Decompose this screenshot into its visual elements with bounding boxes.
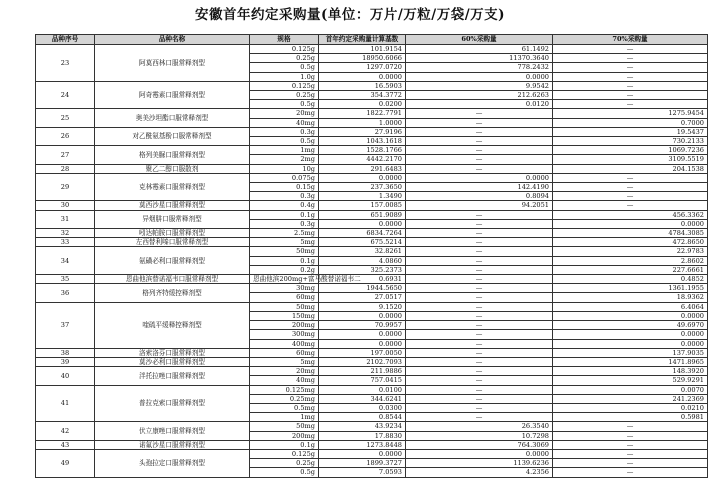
cell-spec: 50mg: [250, 422, 319, 431]
cell-p70: 204.1538: [553, 164, 708, 173]
table-row: [36, 367, 708, 376]
cell-p70: 1361.1955: [553, 284, 708, 293]
cell-p60: —: [406, 238, 553, 247]
cell-spec: 200mg: [250, 431, 319, 440]
cell-spec: 60mg: [250, 348, 319, 357]
cell-p60: —: [406, 367, 553, 376]
cell-base: 197.0050: [319, 348, 406, 357]
cell-p70: —: [553, 449, 708, 458]
cell-p70: 1069.7236: [553, 146, 708, 155]
item-number: 28: [36, 164, 95, 173]
item-number: 29: [36, 173, 95, 201]
table-body: [36, 45, 708, 478]
table-row: [36, 127, 708, 136]
cell-p70: 0.0000: [553, 219, 708, 228]
cell-spec: 0.4g: [250, 201, 319, 210]
cell-p60: 61.1492: [406, 45, 553, 54]
table-row: [36, 164, 708, 173]
cell-p70: 148.3920: [553, 367, 708, 376]
drug-name: 格列齐特缓控释剂型: [95, 284, 250, 302]
cell-p70: —: [553, 192, 708, 201]
cell-p60: —: [406, 229, 553, 238]
cell-p70: 0.0000: [553, 311, 708, 320]
cell-base: 70.9957: [319, 321, 406, 330]
cell-p60: 778.2432: [406, 63, 553, 72]
cell-spec: 30mg: [250, 284, 319, 293]
cell-p60: 11370.3640: [406, 54, 553, 63]
cell-p70: 49.6970: [553, 321, 708, 330]
table-row: [36, 357, 708, 366]
cell-spec: 1mg: [250, 413, 319, 422]
cell-base: 0.0000: [319, 72, 406, 81]
table-row: [36, 238, 708, 247]
drug-name: 莫西沙星口服常释剂型: [95, 201, 250, 210]
cell-p70: —: [553, 100, 708, 109]
cell-spec: 0.1g: [250, 210, 319, 219]
cell-p60: 0.0120: [406, 100, 553, 109]
table-row: [36, 210, 708, 219]
cell-p60: —: [406, 385, 553, 394]
cell-p70: —: [553, 91, 708, 100]
item-number: 37: [36, 302, 95, 348]
cell-p60: —: [406, 155, 553, 164]
cell-p70: 241.2369: [553, 394, 708, 403]
cell-base: 27.0517: [319, 293, 406, 302]
cell-p70: —: [553, 422, 708, 431]
cell-p60: 212.6263: [406, 91, 553, 100]
cell-p70: —: [553, 183, 708, 192]
cell-base: 101.9154: [319, 45, 406, 54]
cell-p60: —: [406, 164, 553, 173]
cell-p60: —: [406, 284, 553, 293]
cell-p70: —: [553, 201, 708, 210]
cell-spec: 0.3g: [250, 219, 319, 228]
cell-spec: 300mg: [250, 330, 319, 339]
item-number: 26: [36, 127, 95, 145]
drug-name: 伏立康唑口服常释剂型: [95, 422, 250, 440]
cell-base: 757.0415: [319, 376, 406, 385]
cell-p60: —: [406, 321, 553, 330]
cell-base: 16.5903: [319, 81, 406, 90]
cell-base: 1899.3727: [319, 459, 406, 468]
drug-name: 阿奇霉素口服常释剂型: [95, 81, 250, 109]
cell-p60: —: [406, 109, 553, 118]
cell-p70: —: [553, 81, 708, 90]
cell-base: 0.0000: [319, 311, 406, 320]
table-row: [36, 109, 708, 118]
item-number: 41: [36, 385, 95, 422]
cell-base: 0.0000: [319, 330, 406, 339]
header-spec: 规格: [250, 35, 319, 45]
drug-name: 洛索洛芬口服常释剂型: [95, 348, 250, 357]
item-number: 34: [36, 247, 95, 275]
cell-base: 0.0100: [319, 385, 406, 394]
item-number: 31: [36, 210, 95, 228]
cell-base: 1043.1618: [319, 137, 406, 146]
cell-spec: 0.5g: [250, 137, 319, 146]
cell-p70: —: [553, 440, 708, 449]
cell-spec: 5mg: [250, 238, 319, 247]
cell-p70: 0.7000: [553, 118, 708, 127]
cell-spec: 0.5g: [250, 468, 319, 477]
cell-base: 157.0085: [319, 201, 406, 210]
table-row: [36, 45, 708, 54]
item-number: 32: [36, 229, 95, 238]
cell-base: 0.0200: [319, 100, 406, 109]
cell-spec: 200mg: [250, 321, 319, 330]
cell-base: 4442.2170: [319, 155, 406, 164]
procurement-table: [35, 34, 708, 478]
table-row: [36, 422, 708, 431]
cell-spec: 0.5g: [250, 63, 319, 72]
header-p70: 70%采购量: [553, 35, 708, 45]
cell-p60: —: [406, 330, 553, 339]
cell-p60: —: [406, 348, 553, 357]
cell-spec: 400mg: [250, 339, 319, 348]
cell-spec: 1mg: [250, 146, 319, 155]
cell-p60: —: [406, 146, 553, 155]
cell-spec: 0.25g: [250, 54, 319, 63]
page-title: 安徽首年约定采购量(单位：万片/万粒/万袋/万支): [194, 7, 506, 23]
cell-base: 675.5214: [319, 238, 406, 247]
cell-p60: 764.3069: [406, 440, 553, 449]
cell-base: 43.9234: [319, 422, 406, 431]
cell-base: 1822.7791: [319, 109, 406, 118]
cell-p70: 472.8650: [553, 238, 708, 247]
cell-base: 0.6931: [319, 275, 406, 284]
cell-p70: 529.9291: [553, 376, 708, 385]
cell-p70: 227.6661: [553, 265, 708, 274]
cell-base: 32.8261: [319, 247, 406, 256]
cell-base: 237.3650: [319, 183, 406, 192]
cell-base: 0.0000: [319, 339, 406, 348]
cell-base: 2102.7093: [319, 357, 406, 366]
drug-name: 聚乙二醇口服散剂: [95, 164, 250, 173]
drug-name: 左西替利嗪口服常释剂型: [95, 238, 250, 247]
cell-spec: 60mg: [250, 293, 319, 302]
cell-base: 7.0593: [319, 468, 406, 477]
item-number: 36: [36, 284, 95, 302]
drug-name: 头孢拉定口服常释剂型: [95, 449, 250, 477]
cell-p70: —: [553, 63, 708, 72]
cell-base: 9.1520: [319, 302, 406, 311]
drug-name: 吲达帕胺口服常释剂型: [95, 229, 250, 238]
drug-name: 对乙酰氨基酚口服常释剂型: [95, 127, 250, 145]
cell-p60: 26.3540: [406, 422, 553, 431]
cell-spec: 0.3g: [250, 192, 319, 201]
cell-spec: 20mg: [250, 367, 319, 376]
drug-name: 格列美脲口服常释剂型: [95, 146, 250, 164]
drug-name: 诺氟沙星口服常释剂型: [95, 440, 250, 449]
cell-spec: 0.125g: [250, 45, 319, 54]
cell-p70: 3109.5519: [553, 155, 708, 164]
cell-spec: 40mg: [250, 118, 319, 127]
table-row: [36, 275, 708, 284]
cell-p60: —: [406, 302, 553, 311]
drug-name: 普拉克索口服常释剂型: [95, 385, 250, 422]
cell-p70: 137.9035: [553, 348, 708, 357]
cell-spec: 0.25g: [250, 459, 319, 468]
drug-name: 克林霉素口服常释剂型: [95, 173, 250, 201]
cell-spec: 0.3g: [250, 127, 319, 136]
cell-base: 0.8544: [319, 413, 406, 422]
cell-p60: —: [406, 293, 553, 302]
cell-spec: 0.5g: [250, 100, 319, 109]
cell-p60: 4.2356: [406, 468, 553, 477]
cell-p70: 22.9783: [553, 247, 708, 256]
cell-base: 1297.0720: [319, 63, 406, 72]
cell-p60: 10.7298: [406, 431, 553, 440]
cell-p70: 0.0000: [553, 330, 708, 339]
cell-p70: —: [553, 45, 708, 54]
cell-base: 4.0860: [319, 256, 406, 265]
drug-name: 异烟肼口服常释剂型: [95, 210, 250, 228]
cell-p60: 0.8094: [406, 192, 553, 201]
table-row: [36, 229, 708, 238]
table-row: [36, 302, 708, 311]
cell-spec: 0.25g: [250, 91, 319, 100]
cell-p70: —: [553, 468, 708, 477]
cell-spec: 恩曲他滨200mg+富马酸替诺福韦二: [250, 275, 319, 284]
cell-p60: 0.0000: [406, 173, 553, 182]
cell-spec: 0.125g: [250, 81, 319, 90]
table-row: [36, 385, 708, 394]
table-row: [36, 284, 708, 293]
table-row: [36, 440, 708, 449]
cell-p60: —: [406, 413, 553, 422]
cell-p70: 6.4064: [553, 302, 708, 311]
cell-p70: 0.0070: [553, 385, 708, 394]
cell-p70: 2.8602: [553, 256, 708, 265]
cell-p60: —: [406, 311, 553, 320]
cell-base: 354.3772: [319, 91, 406, 100]
item-number: 40: [36, 367, 95, 385]
item-number: 38: [36, 348, 95, 357]
item-number: 30: [36, 201, 95, 210]
cell-p70: 1275.9454: [553, 109, 708, 118]
cell-p60: —: [406, 376, 553, 385]
cell-base: 17.8830: [319, 431, 406, 440]
cell-p70: —: [553, 72, 708, 81]
cell-spec: 0.5mg: [250, 403, 319, 412]
cell-p70: 18.9362: [553, 293, 708, 302]
cell-p70: 0.0210: [553, 403, 708, 412]
item-number: 39: [36, 357, 95, 366]
cell-p60: 142.4190: [406, 183, 553, 192]
cell-p70: —: [553, 173, 708, 182]
cell-p70: —: [553, 459, 708, 468]
drug-name: 奥美沙坦酯口服常释剂型: [95, 109, 250, 127]
cell-base: 651.9089: [319, 210, 406, 219]
cell-p60: —: [406, 403, 553, 412]
item-number: 43: [36, 440, 95, 449]
cell-spec: 0.1g: [250, 440, 319, 449]
drug-name: 恩曲他滨替诺福韦口服常释剂型: [95, 275, 250, 284]
cell-p60: 1139.6236: [406, 459, 553, 468]
item-number: 49: [36, 449, 95, 477]
cell-p60: —: [406, 275, 553, 284]
cell-p60: 0.0000: [406, 449, 553, 458]
item-number: 33: [36, 238, 95, 247]
header-p60: 60%采购量: [406, 35, 553, 45]
header-name: 品种名称: [95, 35, 250, 45]
cell-p70: 0.0000: [553, 339, 708, 348]
cell-p70: 0.4852: [553, 275, 708, 284]
cell-spec: 0.125mg: [250, 385, 319, 394]
cell-base: 1273.8448: [319, 440, 406, 449]
cell-base: 1.3490: [319, 192, 406, 201]
cell-p70: 730.2133: [553, 137, 708, 146]
item-number: 42: [36, 422, 95, 440]
cell-spec: 2mg: [250, 155, 319, 164]
cell-spec: 0.125g: [250, 449, 319, 458]
item-number: 25: [36, 109, 95, 127]
cell-spec: 0.15g: [250, 183, 319, 192]
cell-base: 27.9196: [319, 127, 406, 136]
cell-base: 1528.1766: [319, 146, 406, 155]
table-row: [36, 81, 708, 90]
header-row: [36, 35, 708, 45]
cell-p70: —: [553, 431, 708, 440]
cell-p60: —: [406, 219, 553, 228]
cell-p60: 9.9542: [406, 81, 553, 90]
table-row: [36, 173, 708, 182]
cell-spec: 0.1g: [250, 256, 319, 265]
table-header: [36, 35, 708, 45]
cell-p70: 1471.8965: [553, 357, 708, 366]
cell-spec: 50mg: [250, 302, 319, 311]
cell-base: 0.0000: [319, 173, 406, 182]
cell-p60: —: [406, 394, 553, 403]
cell-p70: 456.3362: [553, 210, 708, 219]
item-number: 23: [36, 45, 95, 82]
cell-p60: —: [406, 265, 553, 274]
drug-name: 泮托拉唑口服常释剂型: [95, 367, 250, 385]
cell-base: 1944.5650: [319, 284, 406, 293]
cell-p60: —: [406, 357, 553, 366]
cell-base: 0.0300: [319, 403, 406, 412]
item-number: 35: [36, 275, 95, 284]
cell-spec: 2.5mg: [250, 229, 319, 238]
cell-spec: 20mg: [250, 109, 319, 118]
cell-base: 6834.7264: [319, 229, 406, 238]
drug-name: 氨磺必利口服常释剂型: [95, 247, 250, 275]
cell-spec: 0.25mg: [250, 394, 319, 403]
cell-spec: 50mg: [250, 247, 319, 256]
cell-base: 1.0000: [319, 118, 406, 127]
cell-spec: 0.2g: [250, 265, 319, 274]
cell-p60: —: [406, 127, 553, 136]
cell-spec: 40mg: [250, 376, 319, 385]
cell-base: 325.2373: [319, 265, 406, 274]
table-row: [36, 201, 708, 210]
cell-p60: 94.2051: [406, 201, 553, 210]
cell-spec: 1.0g: [250, 72, 319, 81]
table-row: [36, 449, 708, 458]
cell-base: 18950.6066: [319, 54, 406, 63]
cell-spec: 0.075g: [250, 173, 319, 182]
header-base: 首年约定采购量计算基数: [319, 35, 406, 45]
drug-name: 莫沙必利口服常释剂型: [95, 357, 250, 366]
table-row: [36, 146, 708, 155]
table-row: [36, 247, 708, 256]
cell-p60: —: [406, 137, 553, 146]
cell-base: 0.0000: [319, 219, 406, 228]
cell-p60: —: [406, 118, 553, 127]
cell-p60: —: [406, 247, 553, 256]
cell-base: 344.6241: [319, 394, 406, 403]
cell-spec: 10g: [250, 164, 319, 173]
cell-p70: —: [553, 54, 708, 63]
cell-spec: 150mg: [250, 311, 319, 320]
cell-base: 211.9886: [319, 367, 406, 376]
item-number: 24: [36, 81, 95, 109]
cell-p70: 19.5437: [553, 127, 708, 136]
cell-p70: 0.5981: [553, 413, 708, 422]
drug-name: 阿莫西林口服常释剂型: [95, 45, 250, 82]
cell-p60: 0.0000: [406, 72, 553, 81]
cell-p70: 4784.3085: [553, 229, 708, 238]
cell-p60: —: [406, 339, 553, 348]
cell-base: 291.6483: [319, 164, 406, 173]
cell-p60: —: [406, 210, 553, 219]
item-number: 27: [36, 146, 95, 164]
table-row: [36, 348, 708, 357]
header-no: 品种序号: [36, 35, 95, 45]
cell-spec: 5mg: [250, 357, 319, 366]
cell-base: 0.0000: [319, 449, 406, 458]
cell-p60: —: [406, 256, 553, 265]
drug-name: 喹硫平缓释控释剂型: [95, 302, 250, 348]
